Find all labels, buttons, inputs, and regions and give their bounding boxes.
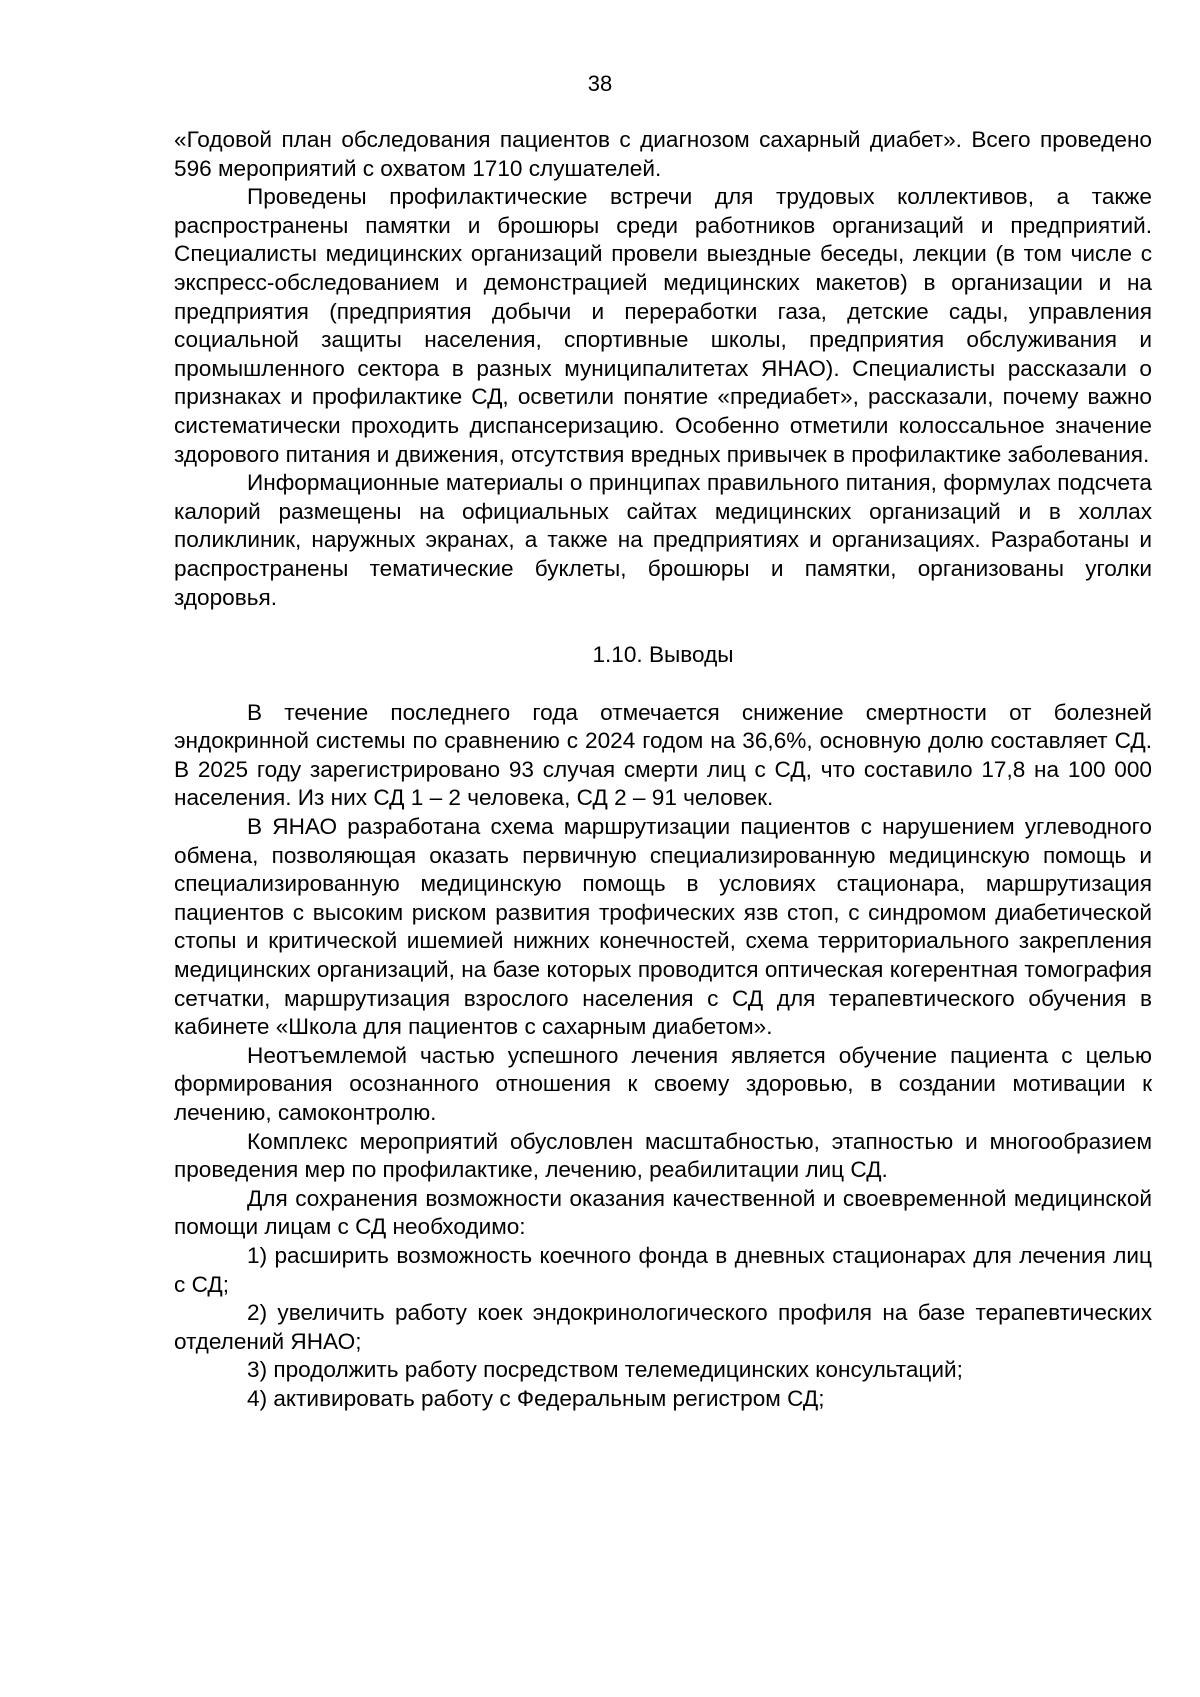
section-heading: 1.10. Выводы — [592, 642, 734, 668]
list-item-3: 3) продолжить работу посредством телемедицинских консультаций; — [247, 1357, 963, 1383]
list-item-2: 2) увеличить работу коек эндокринологического профиля на базе терапевтических отделений ЯНАО; — [174, 1300, 1152, 1354]
paragraph-necessary: Для сохранения возможности оказания качественной и своевременной медицинской помощи лицам с СД необходимо: — [174, 1185, 1152, 1240]
paragraph-measures-complex: Комплекс мероприятий обусловлен масштабностью, этапностью и многообразием проведения мер по профилактике, лечению, реабилитации лиц СД. — [174, 1128, 1152, 1183]
paragraph-annual-plan: «Годовой план обследования пациентов с диагнозом сахарный диабет». Всего проведено 596 мероприятий с охватом 1710 слушателей. — [174, 127, 1152, 181]
page-number: 38 — [587, 71, 613, 96]
paragraph-patient-education: Неотъемлемой частью успешного лечения является обучение пациента с целью формирования осознанного отношения к своему здоровью, в создании мотивации к лечению, самоконтролю. — [174, 1042, 1152, 1125]
paragraph-mortality: В течение последнего года отмечается снижение смертности от болезней эндокринной системы по сравнению с 2024 годом на 36,6%, основную долю составляет СД. В 2025 году зарегистрировано 93 случая смерти лиц с СД, что составило 17,8 на 100 000 населения. Из них СД 1 – 2 человека, СД 2 – 91 человек. — [174, 699, 1152, 811]
document-body — [174, 126, 1152, 1414]
list-item-1: 1) расширить возможность коечного фонда в дневных стационарах для лечения лиц с СД; — [174, 1242, 1152, 1297]
paragraph-information-materials: Информационные материалы о принципах правильного питания, формулах подсчета калорий размещены на официальных сайтах медицинских организаций и в холлах поликлиник, наружных экранах, а также на предприятиях и организациях. Разработаны и распространены тематические буклеты, брошюры и памятки, организованы уголки здоровья. — [174, 470, 1152, 610]
paragraph-preventive-meetings: Проведены профилактические встречи для трудовых коллективов, а также распространены памятки и брошюры среди работников организаций и предприятий. Специалисты медицинских организаций провели выездные беседы, лекции (в том числе с экспресс-обследованием и демонстрацией медицинских макетов) в организации и на предприятия (предприятия добычи и переработки газа, детские сады, управления социальной защиты населения, спортивные школы, предприятия обслуживания и промышленного сектора в разных муниципалитетах ЯНАО). Специалисты рассказали о признаках и профилактике СД, осветили понятие «предиабет», рассказали, почему важно систематически проходить диспансеризацию. Особенно отметили колоссальное значение здорового питания и движения, отсутствия вредных привычек в профилактике заболевания. — [174, 184, 1152, 467]
list-item-4: 4) активировать работу с Федеральным регистром СД; — [247, 1385, 825, 1411]
paragraph-routing-scheme: В ЯНАО разработана схема маршрутизации пациентов с нарушением углеводного обмена, позволяющая оказать первичную специализированную медицинскую помощь и специализированную медицинскую помощь в условиях стационара, маршрутизация пациентов с высоким риском развития трофических язв стоп, с синдромом диабетической стопы и критической ишемией нижних конечностей, схема территориального закрепления медицинских организаций, на базе которых проводится оптическая когерентная томография сетчатки, маршрутизация взрослого населения с СД для терапевтического обучения в кабинете «Школа для пациентов с сахарным диабетом». — [174, 814, 1152, 1040]
